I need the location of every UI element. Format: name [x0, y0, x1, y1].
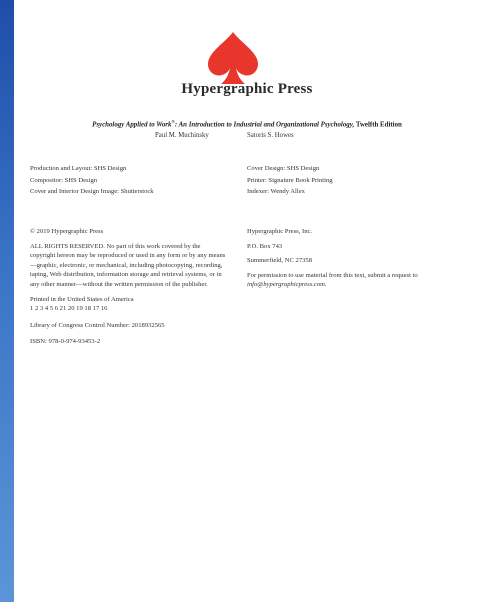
- permission-email-link[interactable]: info@hypergraphicpress.com: [247, 281, 325, 289]
- registered-mark: ®: [171, 119, 175, 124]
- rights-block: [30, 227, 226, 347]
- credits-right: [247, 163, 333, 198]
- isbn-line: ISBN: 978-0-974-93453-2: [30, 338, 101, 346]
- spade-icon: [204, 30, 262, 86]
- credit-cover-design: Cover Design: SHS Design: [247, 165, 320, 172]
- company-name: Hypergraphic Press, Inc.: [247, 228, 313, 235]
- blue-spine-edge: [0, 0, 14, 602]
- author-1: Paul M. Muchinsky: [155, 132, 209, 139]
- credit-compositor: Compositor: SHS Design: [30, 176, 98, 184]
- permission-period: .: [324, 281, 327, 289]
- book-title: [14, 119, 480, 128]
- credit-printer: Printer: Signature Book Printing: [247, 176, 333, 184]
- credit-indexer: Indexer: Wendy Allex: [247, 188, 305, 196]
- city-state-zip: Summerfield, NC 27358: [247, 257, 313, 265]
- permission-paragraph: [247, 271, 427, 290]
- rights-reserved-paragraph: ALL RIGHTS RESERVED. No part of this work covered by the copyright hereon may be reproduced or used in any form or by any means—graphic, electronic, or mechanical, including photocopying, recording, taping, Web distribution, information storage and retrieval systems, or in any other manner—without the written permission of the publisher.: [30, 242, 226, 288]
- credit-cover-interior-image: Cover and Interior Design Image: Shutterstock: [30, 188, 154, 196]
- lccn-line: Library of Congress Control Number: 2018932565: [30, 321, 165, 329]
- printed-in-line: Printed in the United States of America: [30, 295, 134, 303]
- address-block: [247, 227, 427, 290]
- author-2: Satoris S. Howes: [247, 132, 294, 139]
- publisher-name: Hypergraphic Press: [181, 81, 313, 97]
- po-box: P.O. Box 743: [247, 242, 283, 250]
- print-number-line: 1 2 3 4 5 6 21 20 19 18 17 16: [30, 305, 108, 313]
- credits-left: [30, 163, 154, 198]
- permission-text: For permission to use material from this text, submit a request to: [247, 271, 418, 279]
- book-subtitle: : An Introduction to Industrial and Organizational Psychology,: [174, 121, 355, 129]
- credit-production: Production and Layout: SHS Design: [30, 165, 127, 172]
- book-edition: Twelfth Edition: [354, 121, 402, 129]
- book-title-main: Psychology Applied to Work: [92, 121, 172, 129]
- copyright-line: © 2019 Hypergraphic Press: [30, 228, 104, 235]
- copyright-page: [14, 0, 480, 602]
